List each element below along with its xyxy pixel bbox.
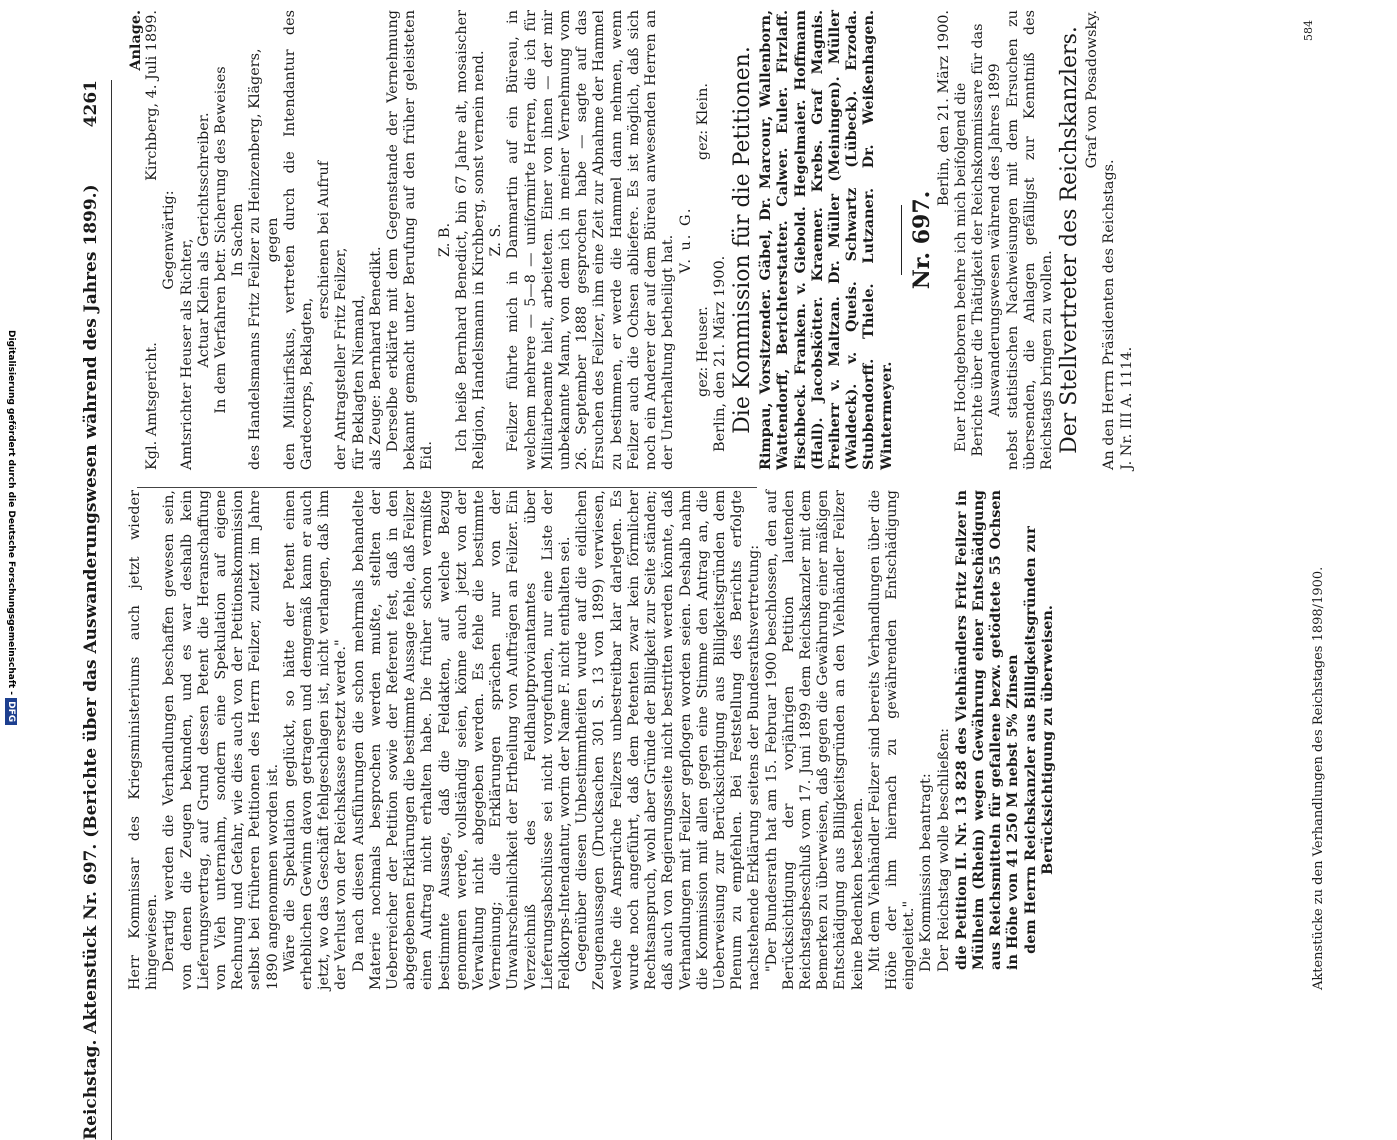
letter-opening: Euer Hochgeboren beehre ich mich beifolgend die (952, 82, 969, 452)
running-header (83, 80, 112, 1140)
matter-line: In dem Verfahren betr. Sicherung des Beweises (213, 66, 230, 414)
berlin-date: Berlin, den 21. März 1900. (711, 255, 728, 452)
paragraph: "Der Bundesrath hat am 15. Februar 1900 beschlossen, den auf Berücksichtigung der vorjährigen Petition lautenden Reichstagsbeschluß vom 17. Juni 1899 dem Reichskanzler mit dem Bemerken zu überweisen, daß gegen die Gewährung einer mäßigen Entschädigung aus Billigkeitsgründen an den Viehhändler Feilzer keine Bedenken bestehen. (763, 490, 866, 990)
signer-name: Graf von Posadowsky. (1084, 10, 1101, 169)
dfg-logo: DFG (5, 698, 17, 725)
vug-mark: V. u. G. (677, 206, 694, 274)
reference-number: J. Nr. III A. 1114. (1118, 346, 1135, 470)
letter-report-title: Berichte über die Thätigkeit der Reichskommissare für das Auswanderungswesen während des Jahres 1899 (970, 23, 1004, 457)
footer-note: Aktenstücke zu den Verhandlungen des Reichstages 1898/1900. (1310, 566, 1326, 990)
resolution-conclusion: dem Herrn Reichskanzler aus Billigkeitsgründen zur Berücksichtigung zu überweisen. (1021, 526, 1056, 954)
signature-mark: 584 (1301, 20, 1315, 41)
letter-date: Berlin, den 21. März 1900. (935, 10, 952, 207)
body-column-right (127, 10, 1315, 470)
applicant-line: der Antragsteller Fritz Feilzer, (333, 247, 350, 470)
header-page-number: 4261 (81, 80, 101, 128)
section-rule (901, 205, 902, 275)
signature-judge: gez: Heuser. (694, 306, 711, 397)
in-sachen-line: In Sachen (230, 203, 247, 277)
paragraph: Da nach diesen Ausführungen die schon mehrmals behandelte Materie nochmals besprochen werden mußte, stellten der Ueberreicher der Petition sowie der Referent fest, daß in den abgegebenen Erklärungen die bestimmte Aussage fehle, daß Feilzer einen Auftrag nicht erhalten habe. Die früher schon vermißte bestimmte Aussage, daß die Feldakten, auf welche Bezug genommen werde, vollständig seien, könne auch jetzt von der Verwaltung nicht abgegeben werden. Es fehle die bestimmte Verneinung; die Erklärungen sprächen nur von der Unwahrscheinlichkeit der Ertheilung von Aufträgen an Feilzer. Ein Verzeichniß des Feldhauptproviantamtes über Lieferungsabschlüsse sei nicht vorgefunden, nur eine Liste der Feldkorps-Intendantur, worin der Name F. nicht enthalten sei. (350, 489, 574, 990)
signer-office: Der Stellvertreter des Reichskanzlers. (1057, 26, 1083, 454)
parties-line: des Handelsmanns Fritz Feilzer zu Heinzenberg, Klägers, (247, 48, 264, 470)
witness-line: als Zeuge: Bernhard Benedikt. (367, 246, 384, 470)
letter-closing: nebst statistischen Nachweisungen mit dem Ersuchen zu übersenden, die Anlagen gefälligst zur Kenntniß des Reichstags bringen zu wollen. (1004, 10, 1055, 470)
digitization-note: Digitalisierung gefördert durch die Deutsche Forschungsgemeinschaft - DFG (2, 330, 19, 725)
paragraph: Der Reichstag wolle beschließen: (935, 727, 952, 972)
body-column-left (127, 489, 1326, 990)
anlage-label: Anlage. (127, 10, 144, 71)
actuary-line: Actuar Klein als Gerichtsschreiber. (195, 112, 212, 368)
for-defendant-line: für Beklagten Niemand, (350, 294, 367, 470)
header-title: Reichstag. Aktenstück Nr. 697. (Berichte über das Auswanderungswesen während des Jahres 1899.) (81, 184, 101, 1140)
appeared-line: erschienen bei Aufruf (316, 160, 333, 320)
gegen-line: gegen (264, 217, 281, 263)
resolution-text: die Petition II. Nr. 13 828 des Viehhändlers Fritz Feilzer in Mülheim (Rhein) wegen Gewährung einer Entschädigung aus Reichsmitteln für gefallene bezw. getödtete 55 Ochsen in Höhe von 41 250 M nebst 5% Zinsen (952, 490, 1022, 970)
signature-clerk: gez: Klein. (694, 83, 711, 161)
court-name: Kgl. Amtsgericht. (144, 342, 161, 470)
z-s-mark: Z. S. (488, 223, 505, 257)
witness-identity: Ich heiße Bernhard Benedict, bin 67 Jahre alt, mosaischer Religion, Handelsmann in Kirchberg, sonst vernein nend. (453, 10, 488, 470)
paragraph: Herr Kommissar des Kriegsministeriums auch jetzt wieder hingewiesen. (127, 490, 161, 990)
paragraph: Wäre die Spekulation geglückt, so hätte der Petent einen erheblichen Gewinn davon getragen und demgemäß kann er auch jetzt, wo das Geschäft fehlgeschlagen ist, nicht verlangen, daß ihm der Verlust von der Reichskasse ersetzt werde." (281, 490, 350, 990)
addressee: An den Herrn Präsidenten des Reichstags. (1101, 159, 1118, 470)
defendant-line: den Militairfiskus, vertreten durch die Intendantur des Gardecorps, Beklagten, (281, 10, 316, 470)
witness-statement: Derselbe erklärte mit dem Gegenstande der Vernehmung bekannt gemacht unter Berufung auf den früher geleisteten Eid. (385, 10, 436, 470)
present-label: Gegenwärtig: (161, 190, 178, 290)
paragraph: Die Kommission beantragt: (918, 773, 935, 972)
witness-testimony: Feilzer führte mich in Dammartin auf ein Büreau, in welchem mehrere — 5—8 — uniformirte Herren, die ich für Militairbeamte hielt, arbeiteten. Einer von ihnen — der mir unbekannte Mann, von dem ich in meiner Vernehmung vom 26. September 1888 gesprochen habe — sagte auf das Ersuchen des Feilzer, ihm eine Zeit zur Abnahme der Hammel zu bestimmen, er werde die Hammel dann nehmen, wenn Feilzer auch die Ochsen abliefere. Es ist möglich, daß sich noch ein Anderer der auf dem Büreau anwesenden Herren an der Unterhaltung betheiligt hat. (505, 10, 677, 470)
column-divider (137, 487, 757, 488)
court-date: Kirchberg, 4. Juli 1899. (144, 10, 161, 181)
judge-line: Amtsrichter Heuser als Richter, (178, 238, 195, 470)
paragraph: Mit dem Viehhändler Feilzer sind bereits Verhandlungen über die Höhe der ihm hiernach zu gewährenden Entschädigung eingeleitet." (866, 490, 918, 990)
commission-title: Die Kommission für die Petitionen. (730, 46, 756, 434)
document-number: Nr. 697. (908, 190, 935, 290)
z-b-mark: Z. B. (436, 222, 453, 258)
commission-members: Rimpau, Vorsitzender. Gäbel, Dr. Marcour, Wallenborn, Wattendorff, Berichterstatter. Calwer. Euler. Firzlaff. Fischbeck. Franken. v. Giebold. Hegelmaier. Hoffmann (Hall). Jacobskötter. Kraemer. Krebs. Graf Magnis. Freiherr v. Maltzan. Dr. Müller (Meiningen). Müller (Waldeck). v. Queis. Schwartz (Lübeck). Erzoda. Stubbendorff. Thiele. Lutzaner. Dr. Weißenhagen. Wintermeyer. (757, 10, 895, 470)
paragraph: Derartig werden die Verhandlungen beschaffen gewesen sein, von denen die Zeugen bekunden, und es war deshalb kein Lieferungsvertrag, auf Grund dessen Petent die Heranschaffung von Vieh unternahm, sondern eine Spekulation auf eigene Rechnung und Gefahr, wie dies auch von der Petitionskommission selbst bei früheren Petitionen des Herrn Feilzer, zuletzt im Jahre 1890 angenommen worden ist. (161, 490, 281, 990)
paragraph: Gegenüber diesen Unbestimmtheiten wurde auf die eidlichen Zeugenaussagen (Drucksachen 301 S. 13 von 1899) verwiesen, welche die Ansprüche Feilzers unbestreitbar klar darlegten. Es wurde noch angeführt, daß dem Petenten zwar kein förmlicher Rechtsanspruch, wohl aber Gründe der Billigkeit zur Seite ständen; daß auch von Regierungsseite nicht bestritten werden könnte, daß Verhandlungen mit Feilzer gepflogen worden seien. Deshalb nahm die Kommission mit allen gegen eine Stimme den Antrag an, die Ueberweisung zur Berücksichtigung aus Billigkeitsgründen dem Plenum zu empfehlen. Bei Feststellung des Berichts erfolgte nachstehende Erklärung seitens der Bundesrathsvertretung: (574, 490, 763, 990)
